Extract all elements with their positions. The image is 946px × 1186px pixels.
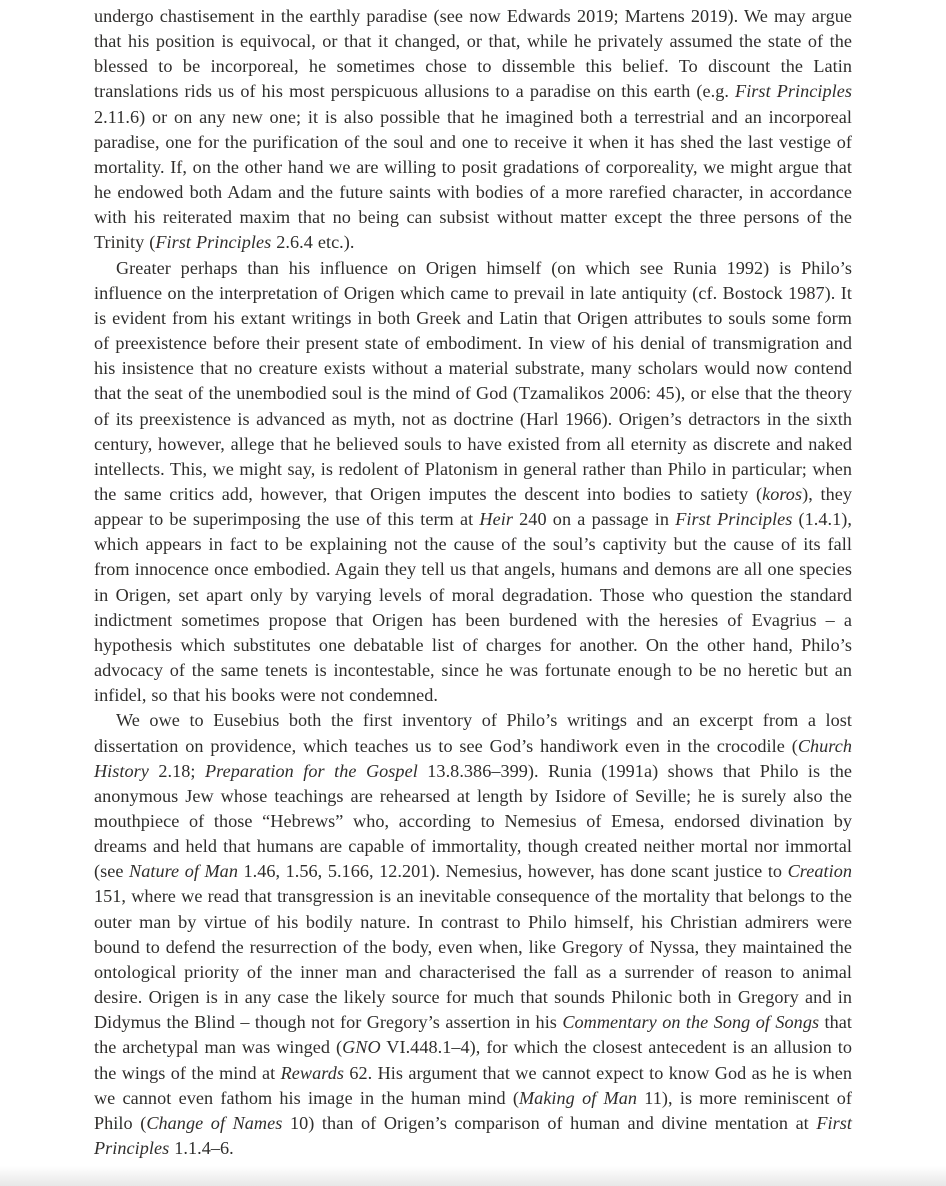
italic-work-title: Rewards [280,1062,344,1083]
text-run: ), they appear to be superimposing the use of this term at [94,483,852,530]
text-run: undergo chastisement in the earthly paradise (see now Edwards 2019; Martens 2019). We may argue that his position is equivocal, or that it changed, or that, while he privately assumed the state of the blessed to be incorporeal, he sometimes chose to dissemble this belief. To discount the Latin translations rids us of his most perspicuous allusions to a paradise on this earth (e.g. [94,6,852,102]
italic-work-title: Change of Names [146,1112,283,1133]
paragraph-1 [94,4,852,256]
text-run: 151, where we read that transgression is an inevitable consequence of the mortality that belongs to the outer man by virtue of his bodily nature. In contrast to Philo himself, his Christian admirers were bound to defend the resurrection of the body, even when, like Gregory of Nyssa, they maintained the ontological priority of the inner man and characterised the fall as a surrender of reason to animal desire. Origen is in any case the likely source for much that sounds Philonic both in Gregory and in Didymus the Blind – though not for Gregory’s assertion in his [94,886,852,1033]
text-run: 240 on a passage in [512,509,676,530]
italic-work-title: Church History [94,735,852,781]
text-run: 13.8.386–399). Runia (1991a) shows that Philo is the anonymous Jew whose teachings are rehearsed at length by Isidore of Seville; he is surely also the mouthpiece of those “Hebrews” who, according to Nemesius of Emesa, endorsed divination by dreams and held that humans are capable of immortality, though created neither mortal nor immortal (see [94,760,853,882]
text-run: 2.11.6) or on any new one; it is also possible that he imagined both a terrestrial and an incorporeal paradise, one for the purification of the soul and one to receive it when it has shed the last vestige of mortality. If, on the other hand we are willing to posit gradations of corporeality, we might argue that he endowed both Adam and the future saints with bodies of a more rarefied character, in accordance with his reiterated maxim that no being can subsist without matter except the three persons of the Trinity ( [94,106,852,253]
text-run: (1.4.1), which appears in fact to be explaining not the cause of the soul’s captivity but the cause of its fall from innocence once embodied. Again they tell us that angels, humans and demons are all one species in Origen, set apart only by varying levels of moral degradation. Those who question the standard indictment sometimes propose that Origen has been burdened with the heresies of Evagrius – a hypothesis which substitutes one debatable list of charges for another. On the other hand, Philo’s advocacy of the same tenets is incontestable, since he was fortunate enough to be no heretic but an infidel, so that his books were not condemned. [94,509,852,706]
text-run: We owe to Eusebius both the first inventory of Philo’s writings and an excerpt from a lost dissertation on providence, which teaches us to see God’s handiwork even in the crocodile ( [94,710,852,756]
paragraph-2 [94,256,852,709]
italic-work-title: Preparation for the Gospel [205,760,418,781]
text-run: that the archetypal man was winged ( [94,1012,852,1058]
text-run: 62. His argument that we cannot expect to know God as he is when we cannot even fathom his image in the human mind ( [94,1062,852,1108]
text-run: 1.46, 1.56, 5.166, 12.201). Nemesius, however, has done scant justice to [237,861,788,882]
italic-work-title: First Principles [155,232,272,253]
italic-work-title: First Principles [675,509,793,530]
page-bottom-shadow [0,1166,946,1186]
text-run: Greater perhaps than his influence on Origen himself (on which see Runia 1992) is Philo’s influence on the interpretation of Origen which came to prevail in late antiquity (cf. Bostock 1987). It is evident from his extant writings in both Greek and Latin that Origen attributes to souls some form of preexistence before their present state of embodiment. In view of his denial of transmigration and his insistence that no creature exists without a material substrate, many scholars would now contend that the seat of the unembodied soul is the mind of God (Tzamalikos 2006: 45), or else that the theory of its preexistence is advanced as myth, not as doctrine (Harl 1966). Origen’s detractors in the sixth century, however, allege that he believed souls to have existed from all eternity as discrete and naked intellects. This, we might say, is redolent of Platonism in general rather than Philo in particular; when the same critics add, however, that Origen imputes the descent into bodies to satiety ( [94,257,852,504]
body-text [94,4,852,1161]
paragraph-3 [94,708,852,1161]
text-run: VI.448.1–4), for which the closest antecedent is an allusion to the wings of the mind at [94,1037,853,1083]
italic-work-title: Commentary on the Song of Songs [562,1012,820,1033]
italic-work-title: Nature of Man [129,861,238,882]
italic-work-title: koros [762,483,803,504]
text-run: 11), is more reminiscent of Philo ( [94,1087,853,1133]
italic-work-title: Creation [787,861,853,882]
italic-work-title: Heir [479,509,513,530]
text-run: 2.6.4 etc.). [271,232,355,253]
text-run: 10) than of Origen’s comparison of human and divine mentation at [282,1112,817,1133]
text-run: 1.1.4–6. [169,1138,234,1159]
italic-work-title: First Principles [94,1112,852,1159]
italic-work-title: GNO [342,1037,381,1058]
text-run: 2.18; [148,760,206,781]
italic-work-title: Making of Man [518,1087,638,1108]
italic-work-title: First Principles [735,81,852,102]
